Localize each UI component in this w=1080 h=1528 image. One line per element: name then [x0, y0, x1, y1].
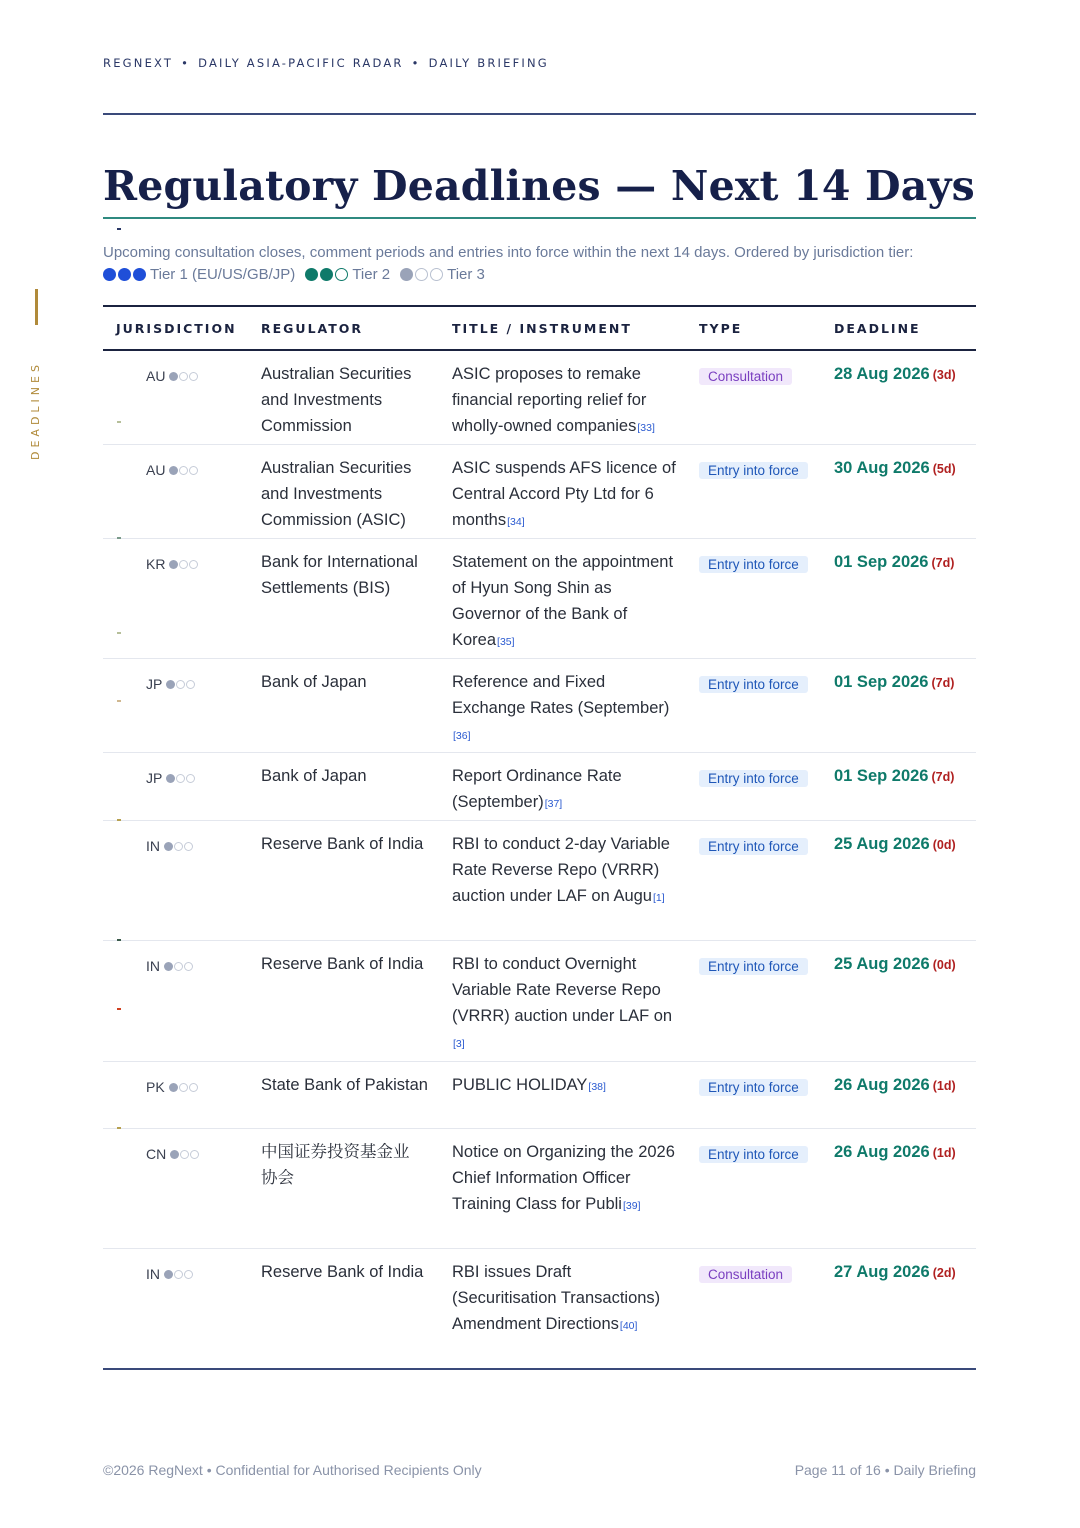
column-header-title: TITLE / INSTRUMENT: [452, 321, 632, 336]
citation-link[interactable]: [40]: [619, 1320, 638, 1332]
title-cell: [452, 549, 677, 655]
column-header-regulator: REGULATOR: [261, 321, 364, 336]
legend-tier1-label: Tier 1 (EU/US/GB/JP): [150, 266, 296, 283]
legend-tier3: [400, 266, 485, 283]
jurisdiction-cell: [146, 833, 194, 859]
title-text: Statement on the appointment of Hyun Song Shin as Governor of the Bank of Korea: [452, 553, 674, 649]
type-badge: Entry into force: [699, 1146, 808, 1163]
days-remaining: (7d): [931, 556, 955, 570]
regulator-cell: Bank for International Settlements (BIS): [261, 553, 418, 597]
deadline-date: 27 Aug 2026: [834, 1263, 930, 1281]
title-cell: [452, 951, 677, 1057]
days-remaining: (7d): [931, 770, 955, 784]
row-marker: [117, 700, 121, 702]
page-title: Regulatory Deadlines — Next 14 Days: [103, 162, 975, 210]
regulator-cell: Reserve Bank of India: [261, 1263, 424, 1281]
deadline-date: 01 Sep 2026: [834, 767, 929, 785]
type-cell: [699, 833, 809, 860]
tier-dots-icon: [164, 1270, 194, 1279]
column-header-type: TYPE: [699, 321, 743, 336]
title-text: ASIC proposes to remake financial reporting relief for wholly-owned companies: [452, 365, 647, 435]
title-text: Notice on Organizing the 2026 Chief Information Officer Training Class for Publi: [452, 1143, 675, 1213]
type-cell: [699, 1261, 809, 1288]
type-cell: [699, 1141, 809, 1168]
jurisdiction-cell: [146, 551, 199, 577]
tier-dots-icon: [169, 372, 199, 381]
deadlines-table: [103, 305, 976, 1370]
table-row: [103, 351, 976, 445]
header-separator: •: [181, 56, 191, 70]
type-cell: [699, 363, 809, 390]
days-remaining: (1d): [932, 1079, 956, 1093]
tier-dots-icon: [169, 1083, 199, 1092]
deadline-date: 28 Aug 2026: [834, 365, 930, 383]
deadline-cell: [834, 1139, 956, 1166]
tier-dot-icon: [133, 268, 146, 281]
title-text: ASIC suspends AFS licence of Central Accord Pty Ltd for 6 months: [452, 459, 676, 529]
title-text: RBI to conduct Overnight Variable Rate Reverse Repo (VRRR) auction under LAF on: [452, 955, 673, 1025]
jurisdiction-code: PK: [146, 1079, 165, 1095]
days-remaining: (2d): [932, 1266, 956, 1280]
table-row: [103, 659, 976, 753]
page-subtitle: Upcoming consultation closes, comment periods and entries into force within the next 14 days. Ordered by jurisdiction tier:: [103, 244, 914, 261]
citation-link[interactable]: [36]: [453, 730, 471, 742]
citation-link[interactable]: [3]: [453, 1038, 465, 1050]
tier-dot-empty-icon: [335, 268, 348, 281]
title-cell: [452, 1072, 677, 1100]
tier-dots-icon: [166, 774, 196, 783]
deadline-date: 26 Aug 2026: [834, 1076, 930, 1094]
deadline-cell: [834, 763, 954, 790]
deadline-date: 25 Aug 2026: [834, 955, 930, 973]
title-rule: [103, 217, 976, 219]
citation-link[interactable]: [33]: [637, 422, 655, 434]
days-remaining: (3d): [932, 368, 956, 382]
legend-tier2-label: Tier 2: [352, 266, 391, 283]
jurisdiction-code: IN: [146, 838, 160, 854]
table-row: [103, 539, 976, 659]
type-badge: Entry into force: [699, 838, 808, 855]
column-header-deadline: DEADLINE: [834, 321, 921, 336]
tier-dot-icon: [400, 268, 413, 281]
title-cell: [452, 669, 677, 749]
tier-dots-icon: [164, 962, 194, 971]
deadline-date: 25 Aug 2026: [834, 835, 930, 853]
jurisdiction-code: IN: [146, 958, 160, 974]
table-row: [103, 1129, 976, 1249]
regulator-cell: Australian Securities and Investments Commission: [261, 365, 412, 435]
jurisdiction-cell: [146, 1261, 194, 1287]
row-marker: [117, 632, 121, 634]
title-text: Report Ordinance Rate (September): [452, 767, 622, 811]
type-cell: [699, 671, 809, 698]
jurisdiction-cell: [146, 457, 199, 483]
table-row: [103, 941, 976, 1062]
type-badge: Consultation: [699, 368, 792, 385]
type-badge: Entry into force: [699, 958, 808, 975]
citation-link[interactable]: [1]: [652, 892, 665, 904]
deadline-date: 26 Aug 2026: [834, 1143, 930, 1161]
type-cell: [699, 953, 809, 980]
deadline-date: 01 Sep 2026: [834, 553, 929, 571]
citation-link[interactable]: [34]: [507, 516, 525, 528]
footer-copyright: ©2026 RegNext • Confidential for Authorised Recipients Only: [103, 1462, 482, 1478]
deadline-cell: [834, 951, 956, 978]
deadline-cell: [834, 669, 954, 696]
days-remaining: (0d): [932, 958, 956, 972]
jurisdiction-cell: [146, 953, 194, 979]
jurisdiction-cell: [146, 671, 196, 697]
tier-legend: [103, 266, 495, 283]
tier-dot-icon: [320, 268, 333, 281]
title-cell: [452, 1259, 677, 1339]
title-text: Reference and Fixed Exchange Rates (September): [452, 673, 670, 717]
title-cell: [452, 831, 677, 911]
running-header: [103, 56, 549, 70]
citation-link[interactable]: [38]: [588, 1081, 606, 1093]
type-cell: [699, 457, 809, 484]
tier-dot-icon: [103, 268, 116, 281]
table-row: [103, 821, 976, 941]
jurisdiction-code: KR: [146, 556, 166, 572]
regulator-cell: Australian Securities and Investments Commission (ASIC): [261, 459, 412, 529]
regulator-cell: Reserve Bank of India: [261, 955, 424, 973]
title-text: PUBLIC HOLIDAY: [452, 1076, 588, 1094]
days-remaining: (5d): [932, 462, 956, 476]
table-row: [103, 1062, 976, 1129]
header-brand: REGNEXT: [103, 56, 174, 70]
type-cell: [699, 765, 809, 792]
regulator-cell: Reserve Bank of India: [261, 835, 424, 853]
table-row: [103, 445, 976, 539]
jurisdiction-code: IN: [146, 1266, 160, 1282]
jurisdiction-code: JP: [146, 676, 163, 692]
tier-dot-empty-icon: [415, 268, 428, 281]
type-badge: Entry into force: [699, 462, 808, 479]
type-cell: [699, 1074, 809, 1101]
regulator-cell: Bank of Japan: [261, 673, 367, 691]
jurisdiction-code: AU: [146, 368, 166, 384]
type-cell: [699, 551, 809, 578]
row-marker: [117, 421, 121, 423]
regulator-cell: State Bank of Pakistan: [261, 1076, 428, 1094]
title-text: RBI issues Draft (Securitisation Transactions) Amendment Directions: [452, 1263, 661, 1333]
jurisdiction-code: JP: [146, 770, 163, 786]
legend-tier1: [103, 266, 295, 283]
header-edition: DAILY BRIEFING: [428, 56, 549, 70]
title-cell: [452, 361, 677, 441]
jurisdiction-cell: [146, 1141, 200, 1167]
type-badge: Entry into force: [699, 770, 808, 787]
deadline-cell: [834, 549, 954, 576]
type-badge: Entry into force: [699, 676, 808, 693]
legend-tier3-label: Tier 3: [447, 266, 485, 283]
tier-dots-icon: [164, 842, 194, 851]
tier-dots-icon: [169, 560, 199, 569]
tier-dots-icon: [169, 466, 199, 475]
type-badge: Consultation: [699, 1266, 792, 1283]
citation-link[interactable]: [37]: [544, 798, 563, 810]
title-cell: [452, 455, 677, 535]
jurisdiction-cell: [146, 1074, 199, 1100]
title-cell: [452, 763, 677, 817]
table-row: [103, 753, 976, 821]
days-remaining: (0d): [932, 838, 956, 852]
jurisdiction-code: CN: [146, 1146, 167, 1162]
days-remaining: (1d): [932, 1146, 956, 1160]
deadline-cell: [834, 1259, 956, 1286]
legend-tier2: [305, 266, 390, 283]
tier-dot-icon: [305, 268, 318, 281]
deadline-date: 01 Sep 2026: [834, 673, 929, 691]
type-badge: Entry into force: [699, 556, 808, 573]
header-separator: •: [411, 56, 421, 70]
title-marker: [117, 228, 121, 230]
citation-link[interactable]: [35]: [497, 636, 515, 648]
title-cell: [452, 1139, 677, 1219]
tier-dot-icon: [118, 268, 131, 281]
tier-dots-icon: [170, 1150, 200, 1159]
side-accent-bar: [35, 289, 38, 325]
type-badge: Entry into force: [699, 1079, 808, 1096]
header-product: DAILY ASIA-PACIFIC RADAR: [198, 56, 404, 70]
table-header: [103, 305, 976, 351]
jurisdiction-cell: [146, 765, 196, 791]
tier-dots-icon: [166, 680, 196, 689]
jurisdiction-code: AU: [146, 462, 166, 478]
jurisdiction-cell: [146, 363, 199, 389]
column-header-jurisdiction: JURISDICTION: [116, 321, 237, 336]
deadline-date: 30 Aug 2026: [834, 459, 930, 477]
days-remaining: (7d): [931, 676, 955, 690]
deadline-cell: [834, 1072, 956, 1099]
side-section-label: DEADLINES: [29, 361, 42, 460]
regulator-cell: Bank of Japan: [261, 767, 367, 785]
deadline-cell: [834, 361, 956, 388]
table-row: [103, 1249, 976, 1370]
citation-link[interactable]: [39]: [622, 1200, 641, 1212]
row-marker: [117, 1008, 121, 1010]
header-rule: [103, 113, 976, 115]
regulator-cell: 中国证券投资基金业协会: [261, 1143, 410, 1187]
title-text: RBI to conduct 2-day Variable Rate Reverse Repo (VRRR) auction under LAF on Augu: [452, 835, 670, 905]
deadline-cell: [834, 455, 956, 482]
footer-page-info: Page 11 of 16 • Daily Briefing: [794, 1462, 976, 1478]
deadline-cell: [834, 831, 956, 858]
tier-dot-empty-icon: [430, 268, 443, 281]
